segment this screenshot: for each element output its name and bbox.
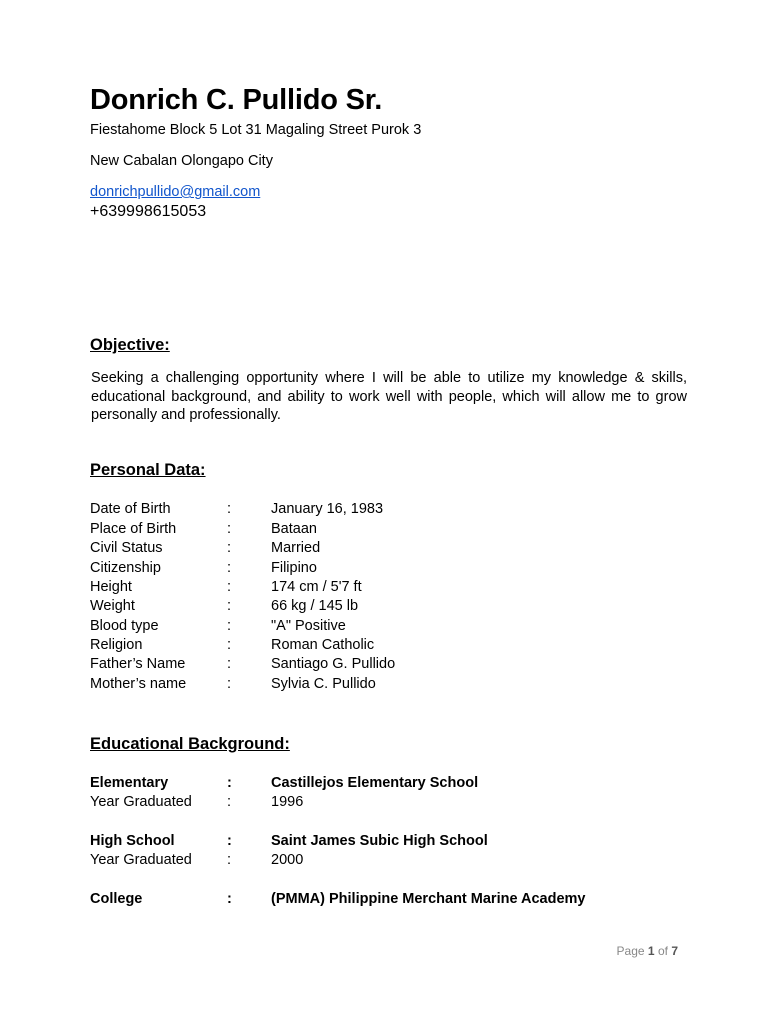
row-colon: : — [227, 617, 232, 634]
row-label: Date of Birth — [90, 501, 171, 517]
row-label: Citizenship — [90, 559, 161, 576]
row-label: Civil Status — [90, 540, 163, 556]
row-label: Year Graduated — [90, 852, 192, 868]
row-colon: : — [227, 636, 232, 653]
row-label: Religion — [90, 636, 143, 653]
row-colon: : — [227, 520, 232, 537]
address-line-2: New Cabalan Olongapo City — [90, 153, 273, 169]
email-link[interactable]: donrichpullido@gmail.com — [90, 184, 261, 200]
personal-data-heading: Personal Data: — [90, 461, 206, 479]
row-colon: : — [227, 794, 232, 810]
row-value: Sylvia C. Pullido — [271, 675, 376, 692]
of-word: of — [657, 944, 668, 958]
page-indicator — [617, 944, 678, 958]
row-colon: : — [227, 501, 232, 517]
row-value: 1996 — [271, 794, 304, 810]
row-label: Weight — [90, 598, 135, 614]
row-value: (PMMA) Philippine Merchant Marine Academy — [271, 891, 586, 907]
row-colon: : — [227, 559, 232, 576]
row-colon: : — [227, 775, 232, 791]
row-colon: : — [227, 656, 232, 672]
objective-text: Seeking a challenging opportunity where I will be able to utilize my knowledge & skills, educational background, and ability to work well with people, which will allow me to grow personally and professionally. — [91, 370, 687, 424]
current-page: 1 — [647, 944, 655, 958]
row-label: Place of Birth — [90, 520, 177, 537]
row-label: Father’s Name — [90, 656, 186, 672]
row-colon: : — [227, 598, 232, 614]
row-colon: : — [227, 852, 232, 868]
row-value: Saint James Subic High School — [271, 833, 488, 849]
row-label: Height — [90, 579, 132, 595]
row-colon: : — [227, 891, 232, 907]
row-colon: : — [227, 833, 232, 849]
page-word: Page — [616, 944, 645, 958]
address-line-1: Fiestahome Block 5 Lot 31 Magaling Street Purok 3 — [90, 122, 422, 138]
row-value: Filipino — [271, 559, 317, 576]
row-colon: : — [227, 675, 232, 692]
row-label: High School — [90, 833, 175, 849]
row-value: Married — [271, 540, 321, 556]
row-value: Roman Catholic — [271, 636, 375, 653]
row-value: 174 cm / 5'7 ft — [271, 579, 362, 595]
row-label: Elementary — [90, 775, 169, 791]
objective-heading: Objective: — [90, 336, 170, 354]
row-label: Year Graduated — [90, 794, 192, 810]
row-colon: : — [227, 579, 232, 595]
row-label: Blood type — [90, 617, 159, 634]
row-value: "A" Positive — [271, 617, 346, 634]
total-pages: 7 — [671, 944, 678, 958]
row-value: 2000 — [271, 852, 304, 868]
row-value: Bataan — [271, 520, 317, 537]
row-label: College — [90, 891, 143, 907]
row-value: January 16, 1983 — [271, 501, 384, 517]
resume-name: Donrich C. Pullido Sr. — [90, 84, 383, 116]
row-colon: : — [227, 540, 232, 556]
education-heading: Educational Background: — [90, 735, 290, 753]
row-value: Santiago G. Pullido — [271, 656, 396, 672]
phone-number: +639998615053 — [90, 203, 207, 220]
row-value: 66 kg / 145 lb — [271, 598, 359, 614]
row-label: Mother’s name — [90, 675, 187, 692]
row-value: Castillejos Elementary School — [271, 775, 479, 791]
